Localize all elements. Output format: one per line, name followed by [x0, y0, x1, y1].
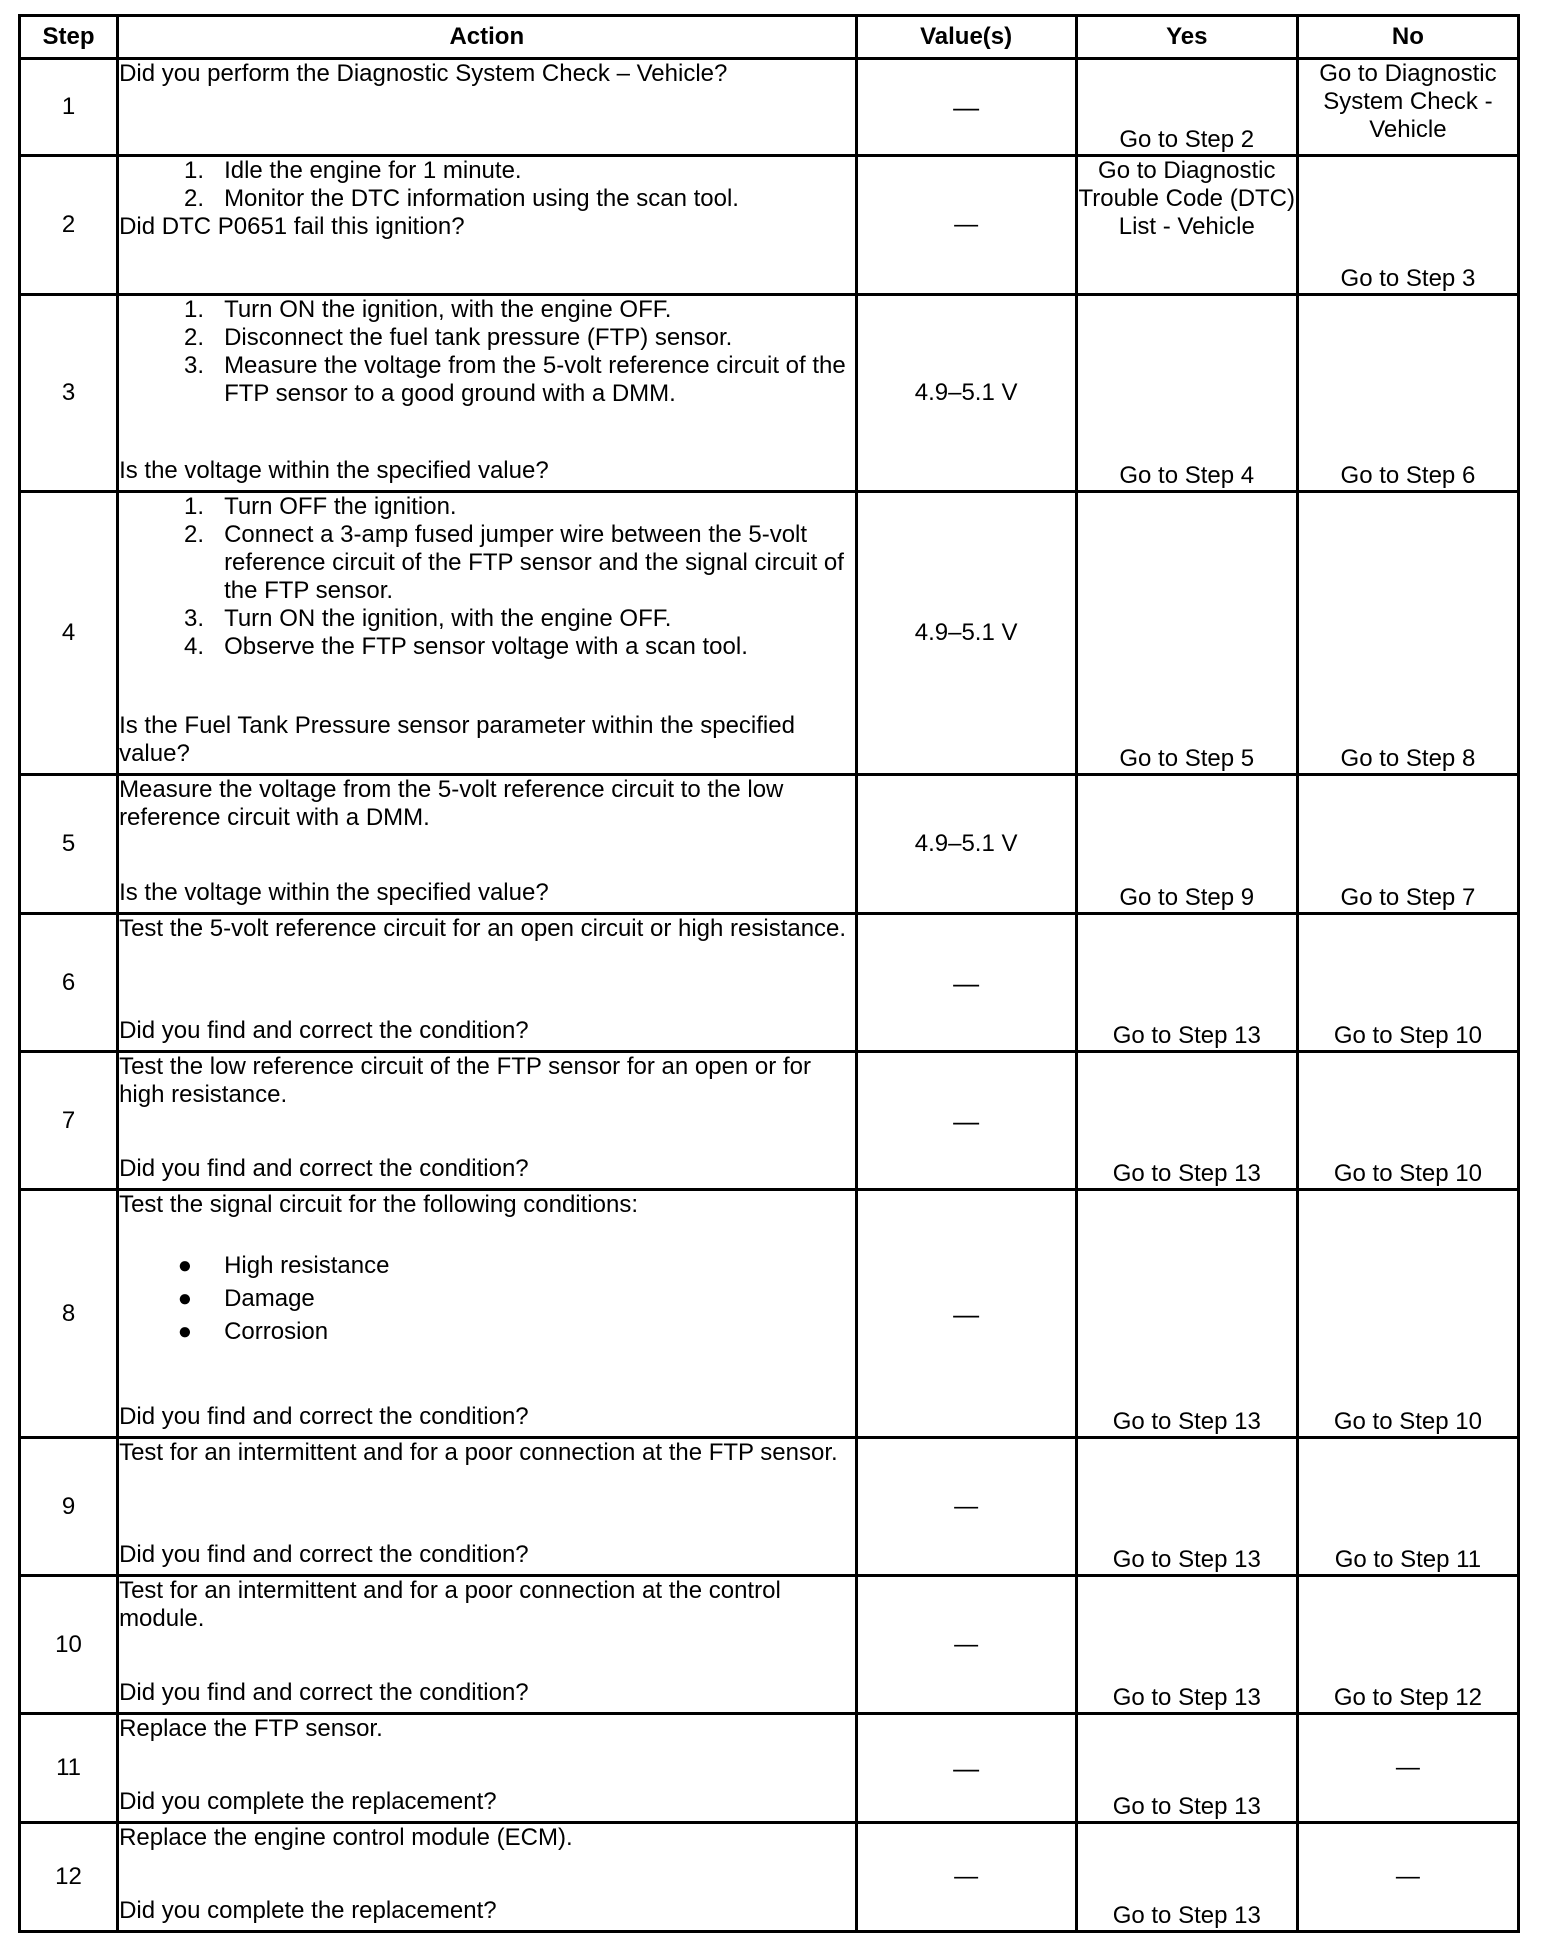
table-row	[20, 1190, 1519, 1438]
list-item: 3. Measure the voltage from the 5-volt reference circuit of the FTP sensor to a good ground with a DMM.	[184, 352, 846, 407]
action-cell	[118, 1823, 856, 1932]
table-row	[20, 914, 1519, 1052]
no-cell: Go to Step 11	[1297, 1438, 1518, 1576]
no-cell: Go to Step 10	[1297, 914, 1518, 1052]
step-number: 2	[20, 156, 118, 295]
action-instruction: Replace the FTP sensor.	[119, 1715, 383, 1742]
list-item: 2. Connect a 3-amp fused jumper wire between the 5-volt reference circuit of the FTP sensor and the signal circuit of the FTP sensor.	[184, 521, 844, 604]
no-cell: —	[1297, 1714, 1518, 1823]
header-value: Value(s)	[856, 16, 1076, 59]
action-cell	[118, 492, 856, 775]
no-cell: Go to Step 3	[1297, 156, 1518, 295]
header-no: No	[1297, 16, 1518, 59]
step-number: 3	[20, 295, 118, 492]
action-steps	[119, 157, 854, 213]
action-steps	[119, 296, 854, 408]
yes-cell: Go to Step 13	[1076, 1438, 1297, 1576]
step-number: 4	[20, 492, 118, 775]
value-cell: —	[856, 156, 1076, 295]
action-question: Did you complete the replacement?	[119, 1897, 497, 1924]
action-instruction: Measure the voltage from the 5-volt reference circuit to the low reference circuit with a DMM.	[119, 776, 784, 831]
list-item: ● Corrosion	[177, 1318, 329, 1345]
list-item: 4. Observe the FTP sensor voltage with a scan tool.	[184, 633, 748, 660]
action-question: Did DTC P0651 fail this ignition?	[119, 213, 465, 240]
yes-cell: Go to Step 5	[1076, 492, 1297, 775]
header-action: Action	[118, 16, 856, 59]
action-cell	[118, 59, 856, 156]
table-row	[20, 492, 1519, 775]
step-number: 9	[20, 1438, 118, 1576]
list-item: 1. Turn OFF the ignition.	[184, 493, 457, 520]
no-cell: —	[1297, 1823, 1518, 1932]
action-question: Is the Fuel Tank Pressure sensor parameter within the specified value?	[119, 712, 795, 767]
value-cell: —	[856, 1714, 1076, 1823]
action-cell	[118, 156, 856, 295]
action-cell	[118, 295, 856, 492]
action-cell	[118, 914, 856, 1052]
no-cell: Go to Step 10	[1297, 1052, 1518, 1190]
step-number: 11	[20, 1714, 118, 1823]
no-cell: Go to Step 6	[1297, 295, 1518, 492]
step-number: 8	[20, 1190, 118, 1438]
list-item: 3. Turn ON the ignition, with the engine OFF.	[184, 605, 672, 632]
yes-cell: Go to Step 13	[1076, 1714, 1297, 1823]
step-number: 5	[20, 775, 118, 914]
action-instruction: Test for an intermittent and for a poor connection at the FTP sensor.	[119, 1439, 838, 1466]
step-number: 7	[20, 1052, 118, 1190]
value-cell: 4.9–5.1 V	[856, 295, 1076, 492]
no-cell: Go to Step 7	[1297, 775, 1518, 914]
no-cell: Go to Step 8	[1297, 492, 1518, 775]
yes-cell: Go to Step 9	[1076, 775, 1297, 914]
action-cell	[118, 1438, 856, 1576]
list-item: ● Damage	[177, 1285, 315, 1312]
no-cell: Go to Step 10	[1297, 1190, 1518, 1438]
value-cell: —	[856, 1052, 1076, 1190]
yes-cell: Go to Diagnostic Trouble Code (DTC) List - Vehicle	[1076, 156, 1297, 295]
action-question: Did you find and correct the condition?	[119, 1541, 529, 1568]
action-instruction: Test for an intermittent and for a poor connection at the control module.	[119, 1577, 781, 1632]
value-cell: —	[856, 59, 1076, 156]
yes-cell: Go to Step 13	[1076, 1576, 1297, 1714]
step-number: 6	[20, 914, 118, 1052]
action-cell	[118, 775, 856, 914]
action-question: Did you perform the Diagnostic System Check – Vehicle?	[119, 60, 728, 87]
table-row	[20, 59, 1519, 156]
list-item: 1. Turn ON the ignition, with the engine OFF.	[184, 296, 672, 323]
value-cell: —	[856, 914, 1076, 1052]
action-cell	[118, 1714, 856, 1823]
action-cell	[118, 1190, 856, 1438]
table-row	[20, 1576, 1519, 1714]
action-instruction: Test the low reference circuit of the FTP sensor for an open or for high resistance.	[119, 1053, 811, 1108]
action-question: Is the voltage within the specified value?	[119, 457, 549, 484]
yes-cell: Go to Step 13	[1076, 914, 1297, 1052]
yes-cell: Go to Step 2	[1076, 59, 1297, 156]
table-row	[20, 1823, 1519, 1932]
list-item: ● High resistance	[177, 1252, 390, 1279]
value-cell: —	[856, 1823, 1076, 1932]
list-item: 2. Disconnect the fuel tank pressure (FTP) sensor.	[184, 324, 733, 351]
diagnostic-table	[18, 14, 1520, 1933]
list-item: 2. Monitor the DTC information using the scan tool.	[184, 185, 739, 212]
action-instruction: Replace the engine control module (ECM).	[119, 1824, 573, 1851]
table-row	[20, 1438, 1519, 1576]
table-row	[20, 295, 1519, 492]
table-row	[20, 775, 1519, 914]
step-number: 1	[20, 59, 118, 156]
step-number: 12	[20, 1823, 118, 1932]
action-cell	[118, 1052, 856, 1190]
action-question: Did you find and correct the condition?	[119, 1403, 529, 1430]
header-yes: Yes	[1076, 16, 1297, 59]
value-cell: —	[856, 1190, 1076, 1438]
yes-cell: Go to Step 13	[1076, 1052, 1297, 1190]
value-cell: 4.9–5.1 V	[856, 775, 1076, 914]
header-step: Step	[20, 16, 118, 59]
value-cell: —	[856, 1438, 1076, 1576]
value-cell: —	[856, 1576, 1076, 1714]
yes-cell: Go to Step 13	[1076, 1190, 1297, 1438]
table-row	[20, 1052, 1519, 1190]
table-row	[20, 1714, 1519, 1823]
action-question: Did you find and correct the condition?	[119, 1155, 529, 1182]
yes-cell: Go to Step 4	[1076, 295, 1297, 492]
no-cell: Go to Diagnostic System Check - Vehicle	[1297, 59, 1518, 156]
condition-list	[119, 1249, 854, 1348]
action-question: Did you find and correct the condition?	[119, 1017, 529, 1044]
action-cell	[118, 1576, 856, 1714]
action-question: Did you complete the replacement?	[119, 1788, 497, 1815]
value-cell: 4.9–5.1 V	[856, 492, 1076, 775]
action-question: Did you find and correct the condition?	[119, 1679, 529, 1706]
list-item: 1. Idle the engine for 1 minute.	[184, 157, 522, 184]
step-number: 10	[20, 1576, 118, 1714]
action-question: Is the voltage within the specified value?	[119, 879, 549, 906]
action-steps	[119, 493, 854, 661]
yes-cell: Go to Step 13	[1076, 1823, 1297, 1932]
header-row	[20, 16, 1519, 59]
no-cell: Go to Step 12	[1297, 1576, 1518, 1714]
table-row	[20, 156, 1519, 295]
action-instruction: Test the signal circuit for the following conditions:	[119, 1191, 638, 1218]
action-instruction: Test the 5-volt reference circuit for an open circuit or high resistance.	[119, 915, 847, 942]
